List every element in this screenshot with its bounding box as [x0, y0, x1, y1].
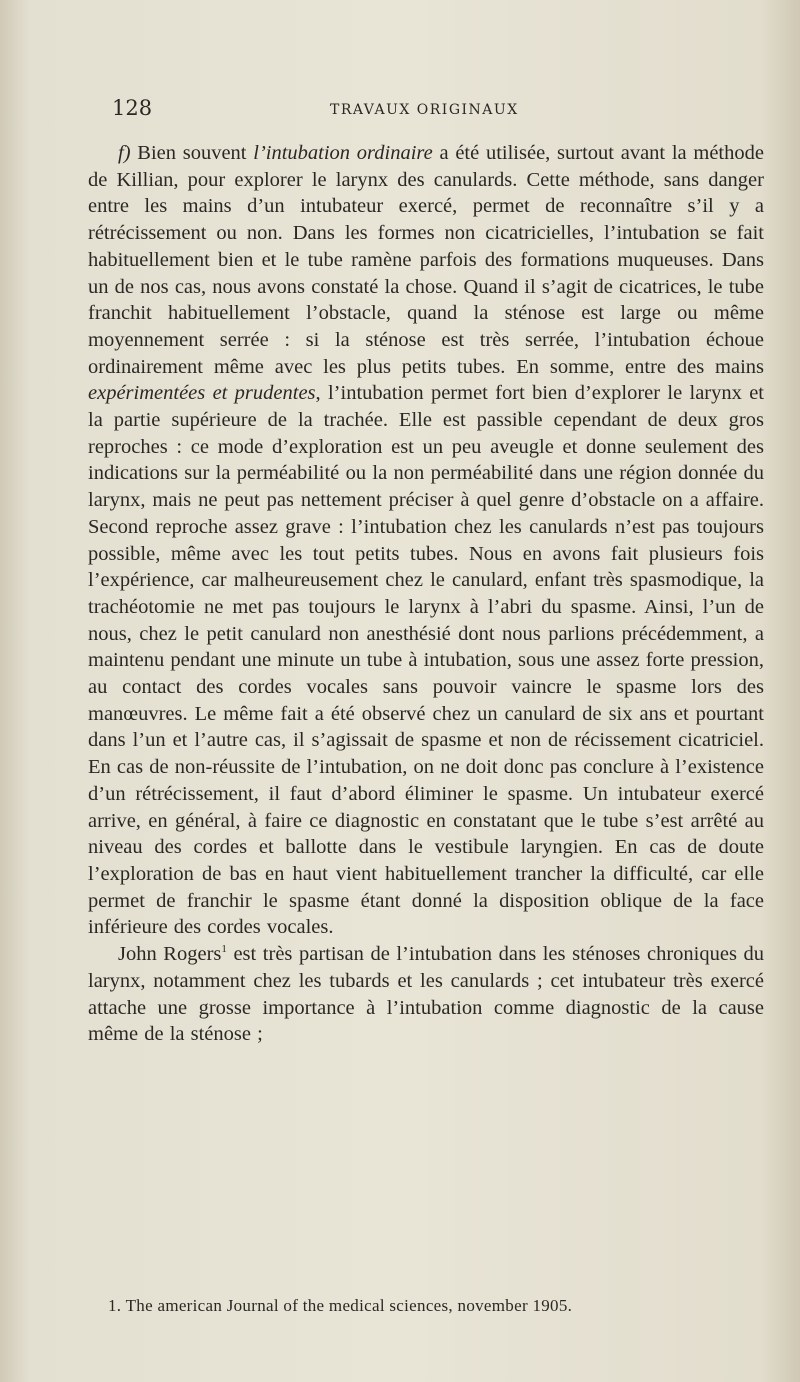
text-run: a été utilisée, surtout avant la méthode de Killian, pour explorer le larynx des canulards. Cette méthode, sans danger entre les mains d’un intubateur exercé, permet de reconnaître s’il y a rétrécissement ou non. Dans les formes non cicatricielles, l’intubation se fait habituellement bien et le tube ramène parfois des formations muqueuses. Dans un de nos cas, nous avons constaté la chose. Quand il s’agit de cicatrices, le tube franchit habituellement l’obstacle, quand la sténose est large ou même moyennement serrée : si la sténose est très serrée, l’intubation échoue ordinairement même avec les plus petits tubes. En somme, entre des mains — [88, 142, 764, 378]
text-run: , l’intubation permet fort bien d’explorer le larynx et la partie supérieure de la trachée. Elle est passible cependant de deux gros reproches : ce mode d’exploration est un peu aveugle et donne seulement des indications sur la perméabilité ou la non perméabilité dans une région donnée du larynx, mais ne peut pas nettement préciser à quel genre d’obstacle on a affaire. Second reproche assez grave : l’intubation chez les canulards n’est pas toujours possible, même avec les tout petits tubes. Nous en avons fait plusieurs fois l’expérience, car malheureusement chez le canulard, enfant très spasmodique, la trachéotomie ne met pas toujours le larynx à l’abri du spasme. Ainsi, l’un de nous, chez le petit canulard non anesthésié dont nous parlions précédemment, a maintenu pendant une minute un tube à intubation, sous une assez forte pression, au contact des cordes vocales sans pouvoir vaincre le spasme lors des manœuvres. Le même fait a été observé chez un canulard de six ans et pourtant dans l’un et l’autre cas, il s’agissait de spasme et non de récissement cicatriciel. En cas de non-réussite de l’intubation, on ne doit donc pas conclure à l’existence d’un rétrécissement, il faut d’abord éliminer le spasme. Un intubateur exercé arrive, en général, à faire ce diagnostic en constatant que le tube s’est arrêté au niveau des cordes et ballotte dans le vestibule laryngien. En cas de doute l’exploration de bas en haut vient habituellement trancher la difficulté, car elle permet de franchir le spasme étant donné la disposition oblique de la face inférieure des cordes vocales. — [88, 382, 765, 939]
footnote-ref: 1 — [221, 943, 227, 956]
page-number: 128 — [112, 96, 153, 120]
running-head: TRAVAUX ORIGINAUX — [330, 102, 519, 118]
text-run: Bien souvent — [137, 142, 254, 164]
paragraph — [88, 941, 764, 1048]
paragraph — [88, 140, 764, 941]
body-text — [88, 140, 764, 1048]
emphasis: l’intubation ordinaire — [253, 142, 433, 164]
emphasis: expérimentées et prudentes — [88, 382, 316, 405]
footnote: 1. The american Journal of the medical sciences, november 1905. — [108, 1296, 573, 1315]
page-header — [112, 96, 762, 126]
text-run: John Rogers — [118, 943, 222, 966]
list-marker: f) — [118, 142, 138, 164]
text-run: est très partisan de l’intubation dans les sténoses chroniques du larynx, notamment chez les tubards et les canulards ; cet intubateur très exercé attache une grosse importance à l’intubation comme diagnostic de la cause même de la sténose ; — [88, 943, 765, 1046]
